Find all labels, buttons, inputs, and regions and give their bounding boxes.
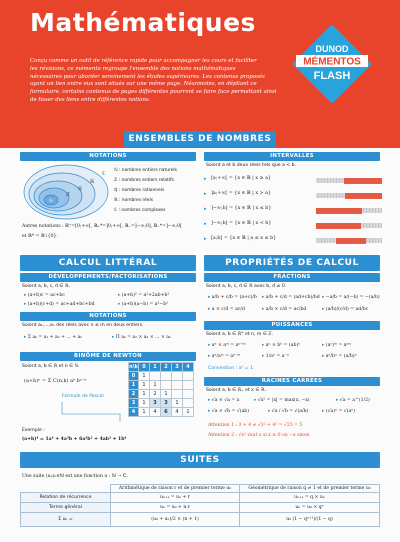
number-line-range (316, 208, 362, 214)
number-line-range (316, 223, 361, 229)
pascal-cell (183, 372, 194, 381)
pascal-cell (150, 372, 161, 381)
pascal-row (129, 408, 194, 417)
pascal-row (129, 372, 194, 381)
header (0, 0, 400, 148)
pascal-cell: 1 (161, 390, 172, 399)
puissances-intro: Soient a, b ∈ ℝ* et n, m ∈ ℤ. (206, 332, 274, 337)
pascal-row-index: 4 (129, 408, 139, 417)
number-line-range (344, 178, 382, 184)
logo-line1: DUNOD (315, 44, 349, 54)
pascal-label: Formule de Pascal (62, 394, 104, 399)
pascal-cell (172, 381, 183, 390)
fraction-5: ▸ a/b × c/d = ac/bd (262, 307, 307, 312)
pascal-cell: 1 (172, 399, 183, 408)
pascal-cell: 1 (150, 381, 161, 390)
subsection-intervalles-title: INTERVALLES (204, 152, 380, 161)
pascal-row (129, 399, 194, 408)
pascal-triangle (128, 362, 194, 417)
subsection-notations-title: NOTATIONS (20, 152, 196, 161)
racine-5: ▸ √a / √b = √(a/b) (268, 409, 309, 414)
pascal-cell: 4 (172, 408, 183, 417)
section-calcul-title: CALCUL LITTÉRAL (20, 255, 196, 271)
pascal-cell: 4 (150, 408, 161, 417)
autres-notations: Autres notations : ℝ⁺=[0;+∞[, ℝ₊*=]0;+∞[, ℝ₋=]−∞;0], ℝ₋*=]−∞;0[ (22, 224, 182, 229)
pascal-cell: 1 (139, 399, 150, 408)
binome-intro: Soient a, b ∈ ℝ et n ∈ ℕ. (22, 364, 80, 369)
dev-left-1: ▸ (a+b)c = ac+bc (24, 293, 65, 298)
puissance-1: ▸ aⁿ × aᵐ = aⁿ⁺ᵐ (208, 343, 246, 348)
number-line-range (345, 193, 382, 199)
pascal-cell (172, 372, 183, 381)
dev-left-2: ▸ (a+b)(c+d) = ac+ad+bc+bd (24, 302, 95, 307)
pascal-row-index: 0 (129, 372, 139, 381)
fraction-3: ▸ −a/b = a/(−b) = −(a/b) (322, 295, 380, 300)
intervalle-row: ▸ ]−∞;b[ = {x ∈ ℝ | x < b} (204, 221, 380, 230)
section-ensembles-title: ENSEMBLES DE NOMBRES (124, 131, 276, 147)
set-r: ℝ : nombres réels (114, 198, 153, 203)
racine-4: ▸ √a × √b = √(ab) (208, 409, 250, 414)
intro-text: Conçu comme un outil de référence rapide pour accompagner les cours et faciliter les révisions, ce mémento regroupe l'ensemble des notions mathématiques nécessaires pour aborder sereinement les études supérieures. Les contenus proposés ayant un lien entre eux sont situés sur une même page. Néanmoins, en dépliant ce formulaire, certains contenus de pages différentes pourront se faire face permettant ainsi de tisser des liens entre différentes notions. (30, 58, 277, 104)
pascal-row (129, 381, 194, 390)
pascal-cell (183, 399, 194, 408)
subsection-notations2-title: NOTATIONS (20, 312, 196, 321)
set-z: ℤ : nombres entiers relatifs (114, 178, 174, 183)
venn-label-q: ℚ (78, 186, 82, 192)
venn-label-c: ℂ (102, 171, 106, 177)
pascal-cell (161, 381, 172, 390)
autres-notations-2: et ℝ* = ℝ∖{0}. (22, 234, 58, 239)
racine-6: ▸ (√a)ⁿ = √(aⁿ) (322, 409, 356, 414)
subsection-binome-title: BINÔME DE NEWTON (20, 352, 196, 361)
intervalles-intro: Soient a et b deux réels tels que a < b. (206, 163, 296, 168)
venn-label-r: ℝ (90, 179, 94, 185)
notations-intro: Soient a₁,...,aₙ des réels avec n ≤ m en deux entiers. (22, 323, 144, 328)
pascal-arrows (58, 400, 128, 426)
page-title: Mathématiques (30, 8, 256, 37)
pascal-cell: 3 (161, 399, 172, 408)
intervalle-row: ▸ [a;b] = {x ∈ ℝ | a ≤ x ≤ b} (204, 236, 380, 245)
racine-1: ▸ √a × √a = a (208, 398, 240, 403)
fraction-4: ▸ a × c/d = ac/d (208, 307, 245, 312)
subsection-dev-title: DÉVELOPPEMENTS/FACTORISATIONS (20, 273, 196, 282)
pascal-cell: 1 (139, 381, 150, 390)
chevron-right-icon: ▸ (204, 221, 207, 227)
table-row: Σ uₖ = (u₀ + uₙ)/2 × (n + 1) u₀ (1 − qⁿ⁺¹)/(1 − q) (21, 513, 380, 527)
suites-table (20, 484, 380, 527)
pascal-row-index: 2 (129, 390, 139, 399)
intervalle-row: ▸ ]−∞;b] = {x ∈ ℝ | x ≤ b} (204, 206, 380, 215)
racine-2: ▸ √x² = |x| = max(x, −x) (254, 398, 310, 403)
pascal-cell (183, 381, 194, 390)
puissance-4: ▸ aⁿ/aᵐ = aⁿ⁻ᵐ (208, 354, 241, 359)
chevron-right-icon: ▸ (204, 236, 207, 242)
table-row: Terme général uₙ = u₀ + n·r uₙ = u₀ × qⁿ (21, 503, 380, 513)
section-proprietes-title: PROPRIÉTÉS DE CALCUL (204, 255, 380, 271)
logo-line3: FLASH (313, 70, 351, 82)
pascal-cell: 1 (139, 390, 150, 399)
venn-label-z: ℤ (66, 192, 70, 198)
table-row: Relation de récurrence uₙ₊₁ = uₙ + r uₙ₊₁ = q × uₙ (21, 493, 380, 503)
pascal-cell (161, 372, 172, 381)
suites-intro: Une suite (uₙ)ₙ∈ℕ est une fonction u : ℕ → ℂ. (22, 474, 128, 479)
logo-line2: MÉMENTOS (303, 56, 361, 68)
puissance-3: ▸ (aⁿ)ᵐ = aⁿᵐ (322, 343, 352, 348)
col-geo: Géométrique de raison q ≠ 1 et de premier terme u₀ (240, 485, 380, 493)
pascal-cell: 6 (161, 408, 172, 417)
venn-label-n: ℕ (49, 199, 53, 204)
col-arith: Arithmétique de raison r et de premier terme u₀ (111, 485, 240, 493)
attention-1: Attention 1 : 3 + 4 ≠ √3² + 4² = √25 = 5 (208, 423, 303, 428)
exemple-formula: (a+b)⁴ = 1a⁴ + 4a³b + 6a²b² + 4ab³ + 1b⁴ (22, 437, 127, 442)
pascal-row-index: 3 (129, 399, 139, 408)
puissance-5: ▸ 1/aⁿ = a⁻ⁿ (262, 354, 289, 359)
fraction-6: ▸ (a/b)/(c/d) = ad/bc (322, 307, 369, 312)
intervalle-row: ▸ ]a;+∞[ = {x ∈ ℝ | x > a} (204, 191, 380, 200)
puissance-6: ▸ aⁿ/bⁿ = (a/b)ⁿ (322, 354, 357, 359)
set-c: ℂ : nombres complexes (114, 208, 166, 213)
fraction-1: ▸ a/b + c/b = (a+c)/b (208, 295, 257, 300)
suites-header-row (21, 485, 380, 493)
dev-right-1: ▸ (a+b)² = a²+2ab+b² (118, 293, 170, 298)
set-n: ℕ : nombres entiers naturels (114, 168, 177, 173)
chevron-right-icon: ▸ (204, 176, 207, 182)
fraction-2: ▸ a/b + c/d = (ad+cb)/bd (262, 295, 320, 300)
dev-right-2: ▸ (a+b)(a−b) = a²−b² (118, 302, 168, 307)
notation-sum: ▸ Σ aₖ = a₁ + a₂ + ... + aₙ (24, 335, 83, 340)
pascal-row (129, 390, 194, 399)
attention-2: Attention 2 : √x² vaut x si x ≥ 0 ou −x sinon (208, 433, 310, 438)
subsection-puissances-title: PUISSANCES (204, 321, 380, 330)
pascal-cell: 3 (150, 399, 161, 408)
pascal-cell: 1 (139, 372, 150, 381)
exemple-label: Exemple : (22, 428, 45, 433)
subsection-fractions-title: FRACTIONS (204, 273, 380, 282)
pascal-row-index: 1 (129, 381, 139, 390)
intervalle-row: ▸ [a;+∞[ = {x ∈ ℝ | x ≥ a} (204, 176, 380, 185)
racines-intro: Soient a, b ∈ ℝ₊ et x ∈ ℝ. (206, 388, 266, 393)
pascal-cell: 1 (139, 408, 150, 417)
puissance-2: ▸ aⁿ × bⁿ = (ab)ⁿ (262, 343, 301, 348)
pascal-cell (183, 390, 194, 399)
number-line-range (336, 238, 366, 244)
pascal-table: n\k 0 1 2 3 4 0 1 1 1 1 2 1 2 1 3 1 3 3 1 4 1 4 6 4 1 (128, 362, 194, 417)
fractions-intro: Soient a, b, c, d ∈ ℝ avec b, d ≠ 0. (206, 284, 287, 289)
racine-3: ▸ √a = a^(1/2) (336, 398, 370, 403)
dunod-logo (290, 22, 374, 106)
section-suites-title: SUITES (20, 452, 380, 468)
subsection-racines-title: RACINES CARRÉES (204, 377, 380, 386)
venn-diagram (22, 163, 110, 221)
convention: Convention : a⁰ = 1 (208, 366, 254, 371)
chevron-right-icon: ▸ (204, 191, 207, 197)
pascal-cell: 1 (183, 408, 194, 417)
pascal-cell (172, 390, 183, 399)
notation-prod: ▸ Π aₖ = a₁ × a₂ × ... × aₙ (112, 335, 172, 340)
binome-formula: (a+b)ⁿ = Σ C(n,k) aᵏ bⁿ⁻ᵏ (24, 378, 87, 384)
set-q: ℚ : nombres rationnels (114, 188, 165, 193)
pascal-cell: 2 (150, 390, 161, 399)
dev-intro: Soient a, b, c, d ∈ ℝ. (22, 284, 70, 289)
chevron-right-icon: ▸ (204, 206, 207, 212)
